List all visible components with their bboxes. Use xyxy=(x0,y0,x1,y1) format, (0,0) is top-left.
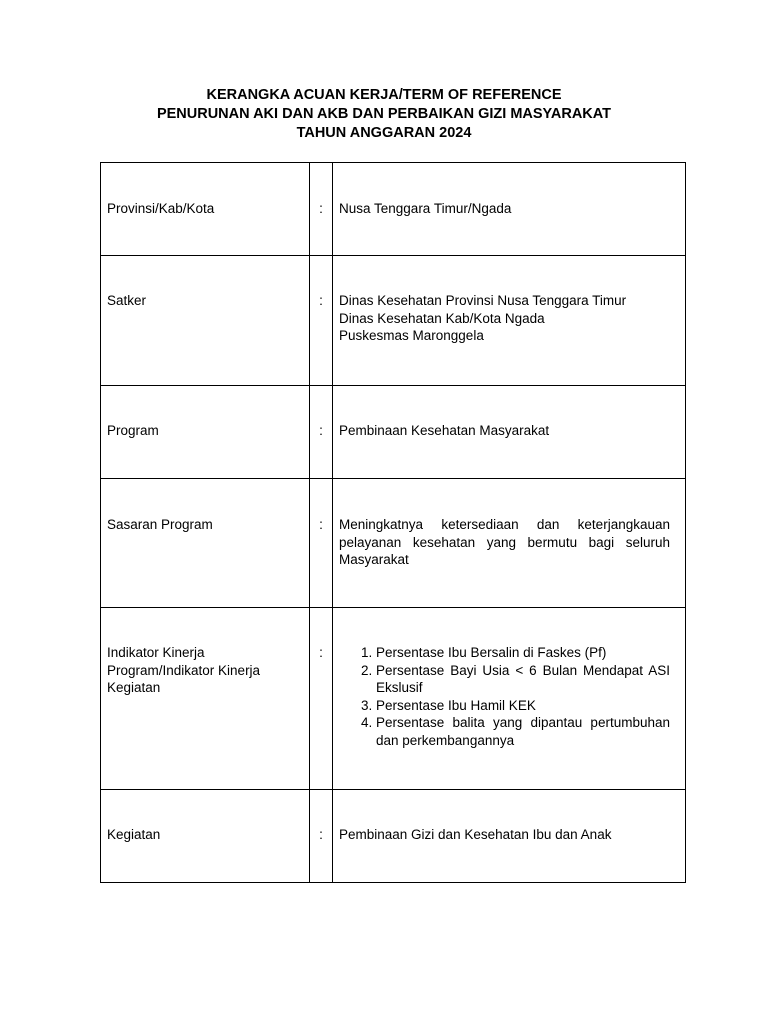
row-separator: : xyxy=(310,608,333,790)
indicator-list xyxy=(339,644,670,749)
list-item: 3. Persentase Ibu Hamil KEK xyxy=(376,697,670,715)
row-label-sasaran: Sasaran Program xyxy=(101,479,310,608)
row-value-kegiatan: Pembinaan Gizi dan Kesehatan Ibu dan Anak xyxy=(333,790,686,883)
table-row-program xyxy=(101,386,686,479)
title-line-1: KERANGKA ACUAN KERJA/TERM OF REFERENCE xyxy=(206,87,562,103)
row-label-program: Program xyxy=(101,386,310,479)
row-label-satker: Satker xyxy=(101,256,310,386)
satker-line: Dinas Kesehatan Provinsi Nusa Tenggara Timur xyxy=(339,293,627,308)
satker-line: Dinas Kesehatan Kab/Kota Ngada xyxy=(339,310,545,326)
row-label-provinsi: Provinsi/Kab/Kota xyxy=(101,163,310,256)
row-label-kegiatan: Kegiatan xyxy=(101,790,310,883)
row-value-indikator xyxy=(333,608,686,790)
row-value-program: Pembinaan Kesehatan Masyarakat xyxy=(333,386,686,479)
row-separator: : xyxy=(310,163,333,256)
tor-table xyxy=(100,162,686,883)
document-title xyxy=(0,86,768,143)
list-item: 1. Persentase Ibu Bersalin di Faskes (Pf) xyxy=(376,644,670,662)
title-line-3: TAHUN ANGGARAN 2024 xyxy=(296,125,472,141)
row-value-satker xyxy=(333,256,686,386)
satker-line: Puskesmas Maronggela xyxy=(339,328,484,343)
table-row-kegiatan xyxy=(101,790,686,883)
row-separator: : xyxy=(310,479,333,608)
table-row-provinsi xyxy=(101,163,686,256)
row-separator: : xyxy=(310,256,333,386)
list-item: 2. Persentase Bayi Usia < 6 Bulan Mendapat ASI Ekslusif xyxy=(376,662,670,697)
table-row-sasaran xyxy=(101,479,686,608)
row-value-provinsi: Nusa Tenggara Timur/Ngada xyxy=(333,163,686,256)
row-separator: : xyxy=(310,790,333,883)
title-line-2: PENURUNAN AKI DAN AKB DAN PERBAIKAN GIZI MASYARAKAT xyxy=(156,106,612,122)
row-value-sasaran: Meningkatnya ketersediaan dan keterjangkauan pelayanan kesehatan yang bermutu bagi seluruh Masyarakat xyxy=(333,479,686,608)
list-item: 4. Persentase balita yang dipantau pertumbuhan dan perkembangannya xyxy=(376,714,670,749)
table-row-satker xyxy=(101,256,686,386)
table-row-indikator xyxy=(101,608,686,790)
row-label-indikator: Indikator Kinerja Program/Indikator Kinerja Kegiatan xyxy=(101,608,310,790)
row-separator: : xyxy=(310,386,333,479)
